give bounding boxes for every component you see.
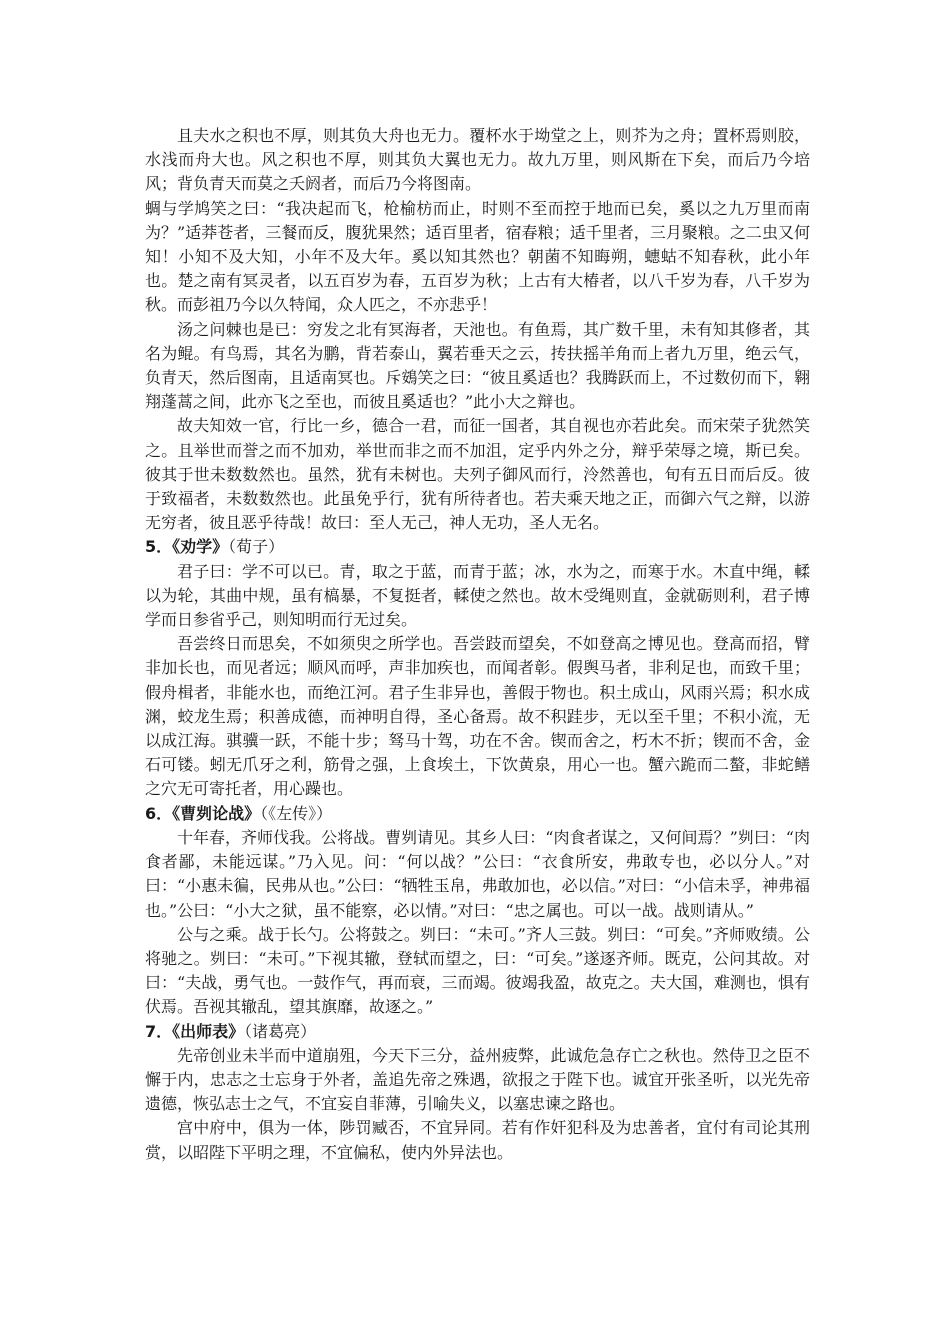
section-author: （诸葛亮）: [244, 1021, 317, 1041]
document-page: [145, 124, 810, 1165]
section-title: 《出师表》: [172, 1021, 245, 1041]
paragraph: 蜩与学鸠笑之曰：“我决起而飞，枪榆枋而止，时则不至而控于地而已矣，奚以之九万里而南为？”适莽苍者，三餐而反，腹犹果然；适百里者，宿春粮；适千里者，三月聚粮。之二虫又何知！小知不及大知，小年不及大年。奚以知其然也？朝菌不知晦朔，蟪蛄不知春秋，此小年也。楚之南有冥灵者，以五百岁为春，五百岁为秋；上古有大椿者，以八千岁为春，八千岁为秋。而彭祖乃今以久特闻，众人匹之，不亦悲乎！: [145, 198, 810, 315]
paragraph: 汤之问棘也是已：穷发之北有冥海者，天池也。有鱼焉，其广数千里，未有知其修者，其名为鲲。有鸟焉，其名为鹏，背若泰山，翼若垂天之云，抟扶摇羊角而上者九万里，绝云气，负青天，然后图南，且适南冥也。斥鴳笑之曰：“彼且奚适也？我腾跃而上，不过数仞而下，翱翔蓬蒿之间，此亦飞之至也，而彼且奚适也？”此小大之辩也。: [145, 319, 810, 412]
section-number: 7．: [145, 1021, 173, 1041]
section-heading: [145, 535, 810, 559]
section-heading: [145, 802, 810, 826]
section-number: 5．: [145, 537, 173, 557]
section-title: 《曹刿论战》: [172, 803, 261, 823]
section-title: 《劝学》: [172, 537, 229, 557]
paragraph: 十年春，齐师伐我。公将战。曹刿请见。其乡人曰：“肉食者谋之，又何间焉？”刿曰：“肉食者鄙，未能远谋。”乃入见。问：“何以战？”公曰：“衣食所安，弗敢专也，必以分人。”对曰：“小惠未徧，民弗从也。”公曰：“牺牲玉帛，弗敢加也，必以信。”对曰：“小信未孚，神弗福也。”公曰：“小大之狱，虽不能察，必以情。”对曰：“忠之属也。可以一战。战则请从。”: [145, 827, 810, 920]
section-heading: [145, 1020, 810, 1044]
paragraph: 公与之乘。战于长勺。公将鼓之。刿曰：“未可。”齐人三鼓。刿曰：“可矣。”齐师败绩。公将驰之。刿曰：“未可。”下视其辙，登轼而望之，曰：“可矣。”遂逐齐师。既克，公问其故。对曰：“夫战，勇气也。一鼓作气，再而衰，三而竭。彼竭我盈，故克之。夫大国，难测也，惧有伏焉。吾视其辙乱，望其旗靡，故逐之。”: [145, 924, 810, 1017]
paragraph: 故夫知效一官，行比一乡，德合一君，而征一国者，其自视也亦若此矣。而宋荣子犹然笑之。且举世而誉之而不加劝，举世而非之而不加沮，定乎内外之分，辩乎荣辱之境，斯已矣。彼其于世未数数然也。虽然，犹有未树也。夫列子御风而行，泠然善也，旬有五日而后反。彼于致福者，未数数然也。此虽免乎行，犹有所待者也。若夫乘天地之正，而御六气之辩，以游无穷者，彼且恶乎待哉！故曰：至人无己，神人无功，圣人无名。: [145, 416, 810, 533]
section-author: （荀子）: [228, 537, 285, 557]
paragraph: 吾尝终日而思矣，不如须臾之所学也。吾尝跂而望矣，不如登高之博见也。登高而招，臂非加长也，而见者远；顺风而呼，声非加疾也，而闻者彰。假舆马者，非利足也，而致千里；假舟楫者，非能水也，而绝江河。君子生非异也，善假于物也。积土成山，风雨兴焉；积水成渊，蛟龙生焉；积善成德，而神明自得，圣心备焉。故不积跬步，无以至千里；不积小流，无以成江海。骐骥一跃，不能十步；驽马十驾，功在不舍。锲而舍之，朽木不折；锲而不舍，金石可镂。蚓无爪牙之利，筋骨之强，上食埃土，下饮黄泉，用心一也。蟹六跪而二螯，非蛇鳝之穴无可寄托者，用心躁也。: [145, 634, 810, 799]
section-author: （《左传》）: [260, 803, 333, 823]
paragraph: 且夫水之积也不厚，则其负大舟也无力。覆杯水于坳堂之上，则芥为之舟；置杯焉则胶，水浅而舟大也。风之积也不厚，则其负大翼也无力。故九万里，则风斯在下矣，而后乃今培风；背负青天而莫之夭阏者，而后乃今将图南。: [145, 126, 810, 194]
paragraph: 君子曰：学不可以已。青，取之于蓝，而青于蓝；冰，水为之，而寒于水。木直中绳，輮以为轮，其曲中规，虽有槁暴，不复挺者，輮使之然也。故木受绳则直，金就砺则利，君子博学而日参省乎己，则知明而行无过矣。: [145, 561, 810, 630]
paragraph: 先帝创业未半而中道崩殂，今天下三分，益州疲弊，此诚危急存亡之秋也。然侍卫之臣不懈于内，忠志之士忘身于外者，盖追先帝之殊遇，欲报之于陛下也。诚宜开张圣听，以光先帝遗德，恢弘志士之气，不宜妄自菲薄，引喻失义，以塞忠谏之路也。: [145, 1045, 810, 1114]
paragraph: 宫中府中，俱为一体，陟罚臧否，不宜异同。若有作奸犯科及为忠善者，宜付有司论其刑赏，以昭陛下平明之理，不宜偏私，使内外异法也。: [145, 1118, 810, 1162]
section-number: 6．: [145, 803, 173, 823]
